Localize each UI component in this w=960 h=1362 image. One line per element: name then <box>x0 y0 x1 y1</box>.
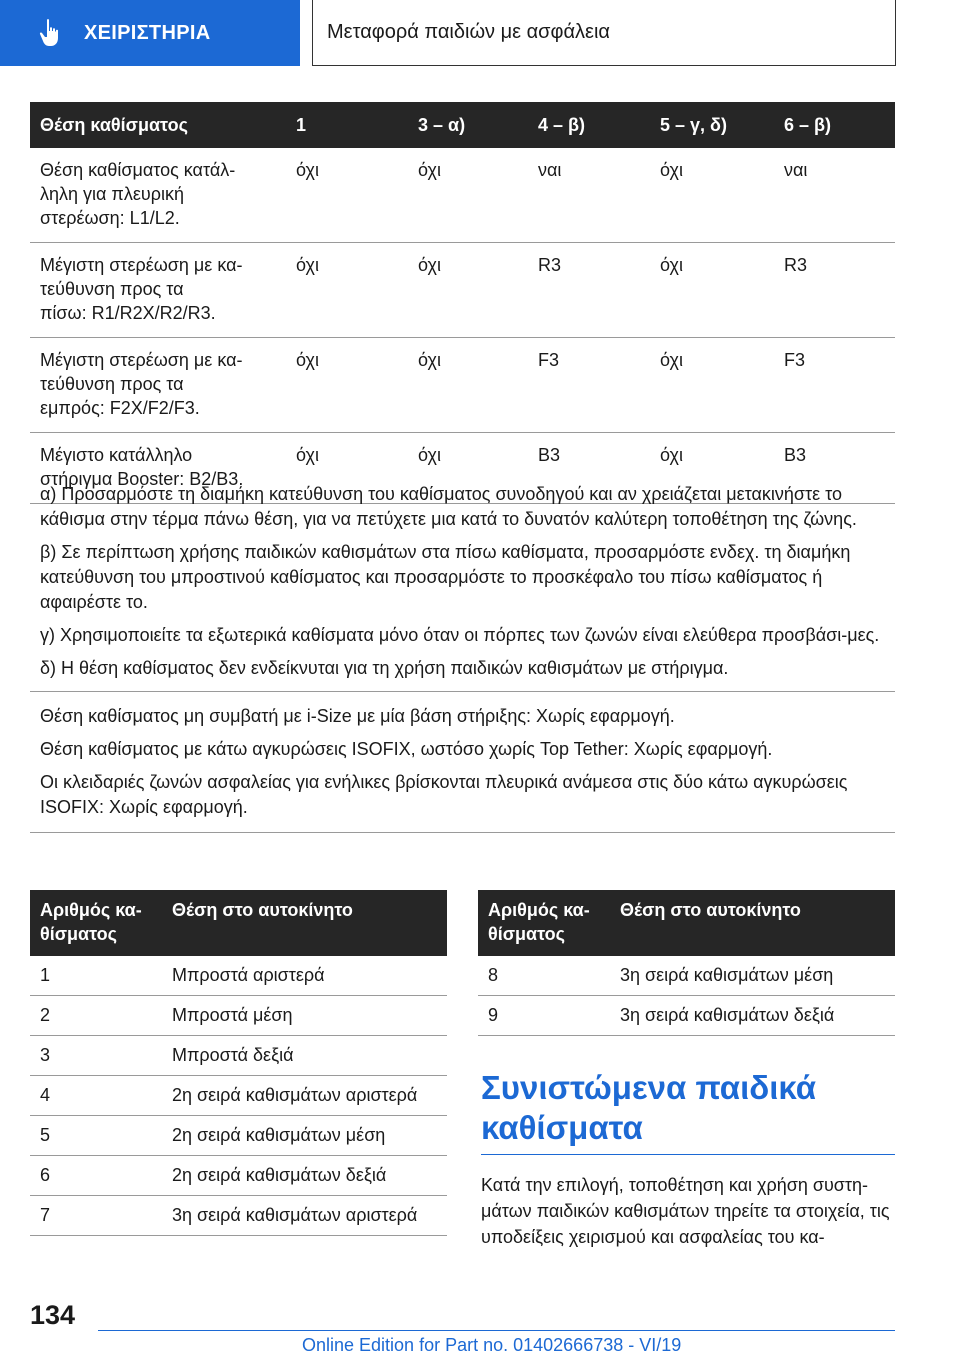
footnote: Θέση καθίσματος με κάτω αγκυρώσεις ISOFIX, ωστόσο χωρίς Top Tether: Χωρίς εφαρμογή. <box>40 739 773 759</box>
table-header <box>30 102 895 148</box>
footnote: δ) Η θέση καθίσματος δεν ενδείκνυται για τη χρήση παιδικών καθισμάτων με στήριγμα. <box>40 658 729 678</box>
table-cell: όχι <box>296 350 319 370</box>
column-header: 3 – α) <box>418 114 466 135</box>
footnote: β) Σε περίπτωση χρήσης παιδικών καθισμάτων στα πίσω καθίσματα, προσαρμόστε ενδεχ. τη διαμήκη κατεύθυνση του μπροστινού καθίσματος και προσαρμόστε το προσκέφαλο του πίσω καθίσματος ή αφαιρέστε το. <box>40 542 851 612</box>
seat-number: 4 <box>40 1085 51 1105</box>
seat-number: 2 <box>40 1005 51 1025</box>
table-cell: όχι <box>296 160 319 180</box>
table-row <box>30 243 895 338</box>
seat-number: 5 <box>40 1125 51 1145</box>
seat-number: 8 <box>488 965 499 985</box>
table-cell: όχι <box>418 255 441 275</box>
table-notes <box>30 478 895 833</box>
table-cell: F3 <box>538 350 560 370</box>
table-cell: R3 <box>538 255 562 275</box>
footnote: α) Προσαρμόστε τη διαμήκη κατεύθυνση του καθίσματος συνοδηγού και αν χρειάζεται μετακινήστε το κάθισμα στην τέρμα πάνω θέση, για να πετύχετε μια κατά το δυνατόν καλύτερη τοποθέτηση της ζώνης. <box>40 484 857 529</box>
table-cell: ναι <box>784 160 808 180</box>
column-header: 6 – β) <box>784 114 832 135</box>
isofix-notes <box>30 692 895 833</box>
table-row <box>30 1196 447 1236</box>
table-row <box>30 1116 447 1156</box>
column-header: Θέση καθίσματος <box>40 114 188 135</box>
table-row <box>478 956 895 996</box>
section-heading: Συνιστώμενα παιδικά καθίσματα <box>481 1068 895 1155</box>
seat-number: 6 <box>40 1165 51 1185</box>
page-number: 134 <box>30 1300 76 1330</box>
seat-position: 2η σειρά καθισμάτων αριστερά <box>172 1085 418 1105</box>
table-cell: B3 <box>784 445 807 465</box>
table-cell: όχι <box>660 255 683 275</box>
seat-number: 9 <box>488 1005 499 1025</box>
table-row <box>30 996 447 1036</box>
section-title: Μεταφορά παιδιών με ασφάλεια <box>327 21 610 43</box>
table-cell: όχι <box>660 160 683 180</box>
table-cell: B3 <box>538 445 561 465</box>
table-cell: Μέγιστη στερέωση με κα- τεύθυνση προς τα εμπρός: F2X/F2/F3. <box>40 350 243 418</box>
chapter-title: ΧΕΙΡΙΣΤΗΡΙΑ <box>84 21 211 44</box>
seat-number: 7 <box>40 1205 51 1225</box>
seat-position: 2η σειρά καθισμάτων μέση <box>172 1125 386 1145</box>
table-row <box>30 338 895 433</box>
table-cell: Μέγιστο κατάλληλο στήριγμα Booster: B2/B3. <box>40 445 244 489</box>
seat-position: 3η σειρά καθισμάτων δεξιά <box>620 1005 835 1025</box>
table-row <box>30 1076 447 1116</box>
seat-position: 2η σειρά καθισμάτων δεξιά <box>172 1165 387 1185</box>
table-cell: όχι <box>296 445 319 465</box>
seat-number: 3 <box>40 1045 51 1065</box>
table-row <box>30 1156 447 1196</box>
compatibility-table <box>30 102 895 504</box>
table-cell: Μέγιστη στερέωση με κα- τεύθυνση προς τα πίσω: R1/R2X/R2/R3. <box>40 255 243 323</box>
column-header: Αριθμός κα- θίσματος <box>488 900 590 944</box>
seat-number: 1 <box>40 965 51 985</box>
seat-position: 3η σειρά καθισμάτων μέση <box>620 965 834 985</box>
section-paragraph: Κατά την επιλογή, τοποθέτηση και χρήση συστη-μάτων παιδικών καθισμάτων τηρείτε τα στοιχεία, τις υποδείξεις χειρισμού και ασφαλείας του κα- <box>481 1175 890 1247</box>
table-cell: όχι <box>296 255 319 275</box>
column-header: 1 <box>296 114 307 135</box>
table-row <box>30 1036 447 1076</box>
table-header <box>30 890 447 956</box>
footnote: Θέση καθίσματος μη συμβατή με i-Size με μία βάση στήριξης: Χωρίς εφαρμογή. <box>40 706 675 726</box>
table-cell: ναι <box>538 160 562 180</box>
seat-position: Μπροστά αριστερά <box>172 965 325 985</box>
seat-position: Μπροστά δεξιά <box>172 1045 294 1065</box>
column-header: Θέση στο αυτοκίνητο <box>620 900 801 920</box>
seat-position: 3η σειρά καθισμάτων αριστερά <box>172 1205 418 1225</box>
table-row <box>478 996 895 1036</box>
column-header: Αριθμός κα- θίσματος <box>40 900 142 944</box>
table-cell: όχι <box>660 350 683 370</box>
column-header: 4 – β) <box>538 114 586 135</box>
table-cell: F3 <box>784 350 806 370</box>
table-cell: R3 <box>784 255 808 275</box>
hand-pointer-icon <box>38 18 64 48</box>
table-cell: όχι <box>418 160 441 180</box>
footnote: Οι κλειδαριές ζωνών ασφαλείας για ενήλικες βρίσκονται πλευρικά ανάμεσα στις δύο κάτω αγκυρώσεις ISOFIX: Χωρίς εφαρμογή. <box>40 772 848 817</box>
table-cell: όχι <box>660 445 683 465</box>
seat-position-table-left <box>30 890 447 1236</box>
seat-position-table-right <box>478 890 895 1036</box>
footnote: γ) Χρησιμοποιείτε τα εξωτερικά καθίσματα μόνο όταν οι πόρπες των ζωνών είναι ελεύθερα προσβάσι-μες. <box>40 625 880 645</box>
table-cell: όχι <box>418 350 441 370</box>
column-header: 5 – γ, δ) <box>660 114 727 135</box>
table-row <box>30 148 895 243</box>
chapter-tab[interactable] <box>0 0 300 66</box>
table-cell: όχι <box>418 445 441 465</box>
table-header <box>478 890 895 956</box>
column-header: Θέση στο αυτοκίνητο <box>172 900 353 920</box>
edition-footer: Online Edition for Part no. 01402666738 - VI/19 <box>302 1335 682 1355</box>
seat-position: Μπροστά μέση <box>172 1005 293 1025</box>
table-row <box>30 956 447 996</box>
footer-divider <box>98 1330 895 1331</box>
table-cell: Θέση καθίσματος κατάλ- ληλη για πλευρική στερέωση: L1/L2. <box>40 160 236 228</box>
section-header <box>312 0 896 66</box>
